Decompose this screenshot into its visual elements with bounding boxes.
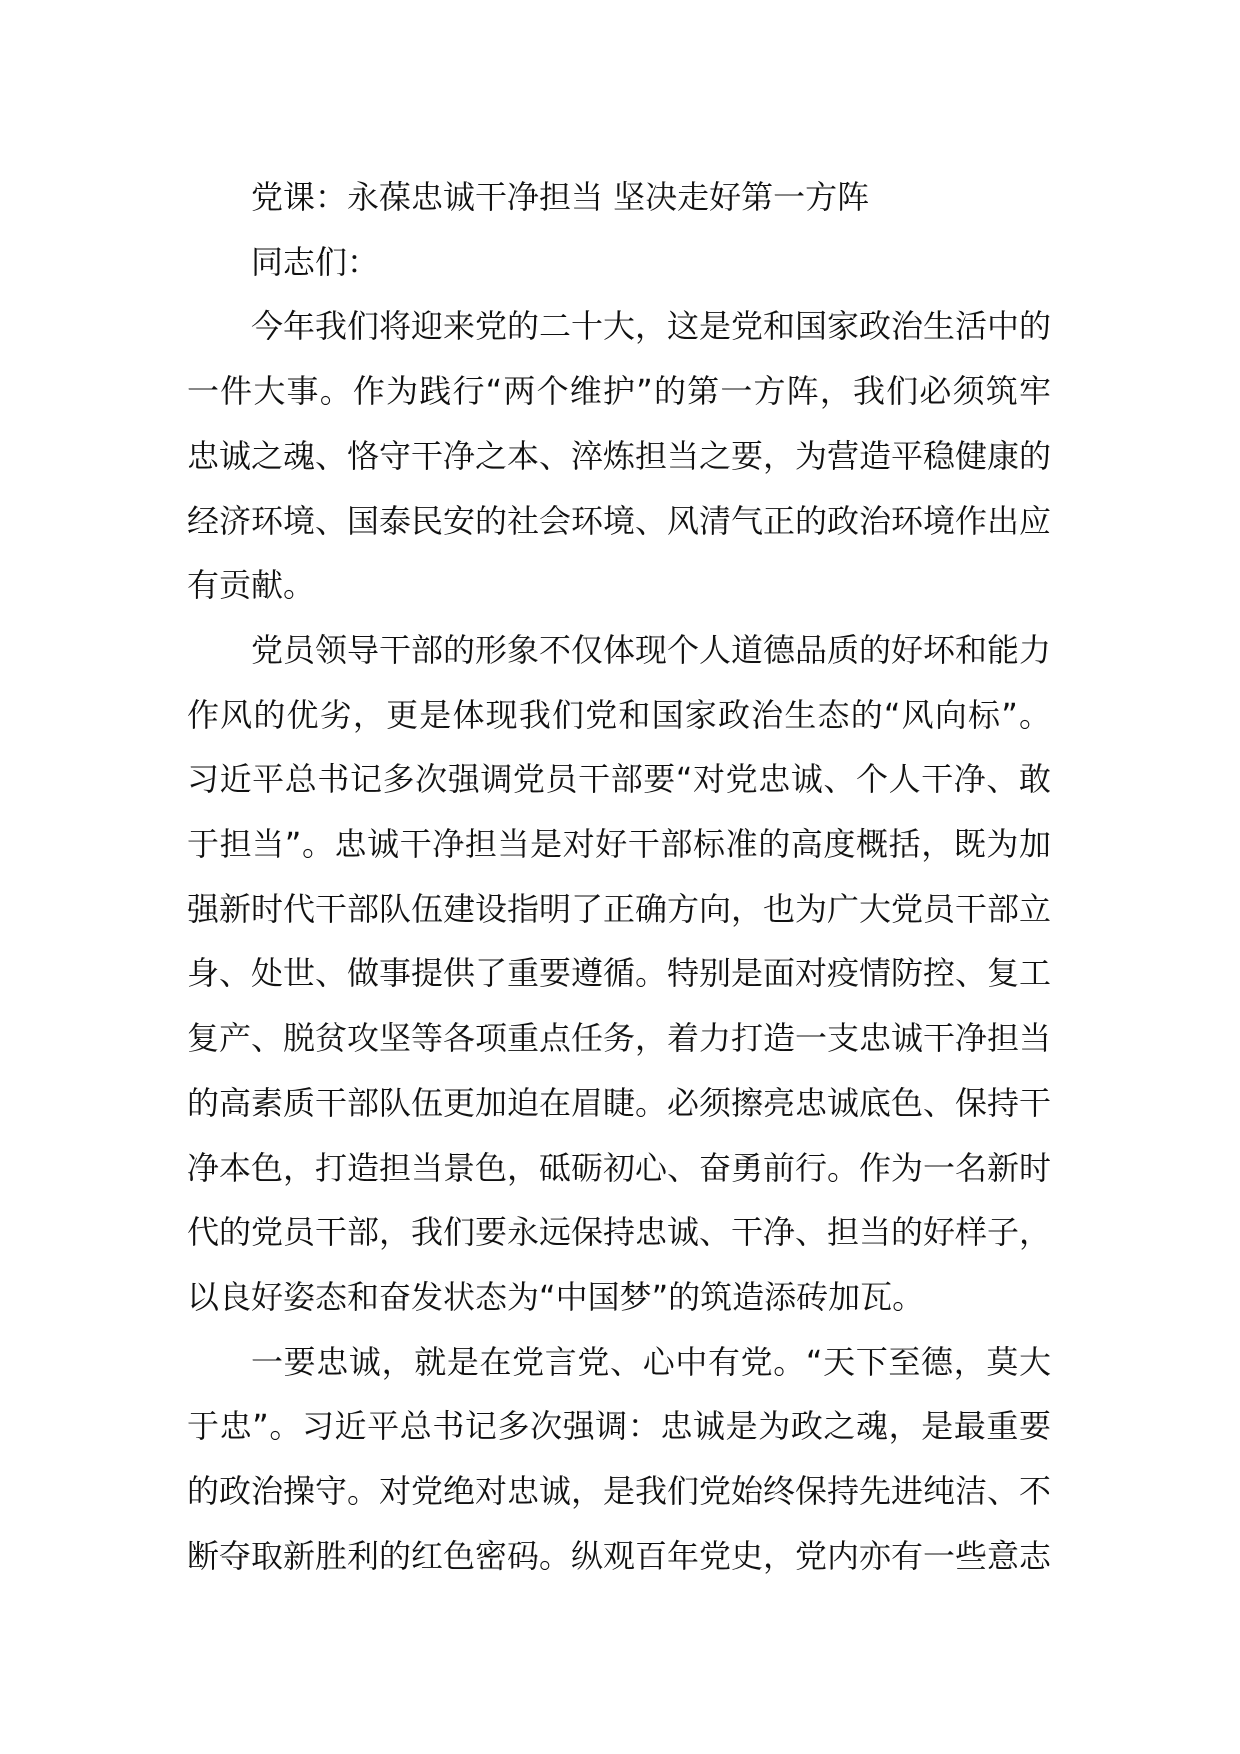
document-body <box>187 165 1051 1588</box>
salutation: 同志们： <box>251 242 380 281</box>
paragraph-3: 一要忠诚，就是在党言党、心中有党。“天下至德，莫大于忠”。习近平总书记多次强调：忠诚是为政之魂，是最重要的政治操守。对党绝对忠诚，是我们党始终保持先进纯洁、不断夺取新胜利的红色密码。纵观百年党史，党内亦有一些意志 <box>187 1342 1052 1575</box>
paragraph-1: 今年我们将迎来党的二十大，这是党和国家政治生活中的一件大事。作为践行“两个维护”的第一方阵，我们必须筑牢忠诚之魂、恪守干净之本、淬炼担当之要，为营造平稳健康的经济环境、国泰民安的社会环境、风清气正的政治环境作出应有贡献。 <box>187 307 1052 605</box>
document-title: 党课：永葆忠诚干净担当 坚决走好第一方阵 <box>251 178 870 216</box>
paragraph-2: 党员领导干部的形象不仅体现个人道德品质的好坏和能力作风的优劣，更是体现我们党和国家政治生态的“风向标”。习近平总书记多次强调党员干部要“对党忠诚、个人干净、敢于担当”。忠诚干净担当是对好干部标准的高度概括，既为加强新时代干部队伍建设指明了正确方向，也为广大党员干部立身、处世、做事提供了重要遵循。特别是面对疫情防控、复工复产、脱贫攻坚等各项重点任务，着力打造一支忠诚干净担当的高素质干部队伍更加迫在眉睫。必须擦亮忠诚底色、保持干净本色，打造担当景色，砥砺初心、奋勇前行。作为一名新时代的党员干部，我们要永远保持忠诚、干净、担当的好样子，以良好姿态和奋发状态为“中国梦”的筑造添砖加瓦。 <box>187 630 1052 1316</box>
